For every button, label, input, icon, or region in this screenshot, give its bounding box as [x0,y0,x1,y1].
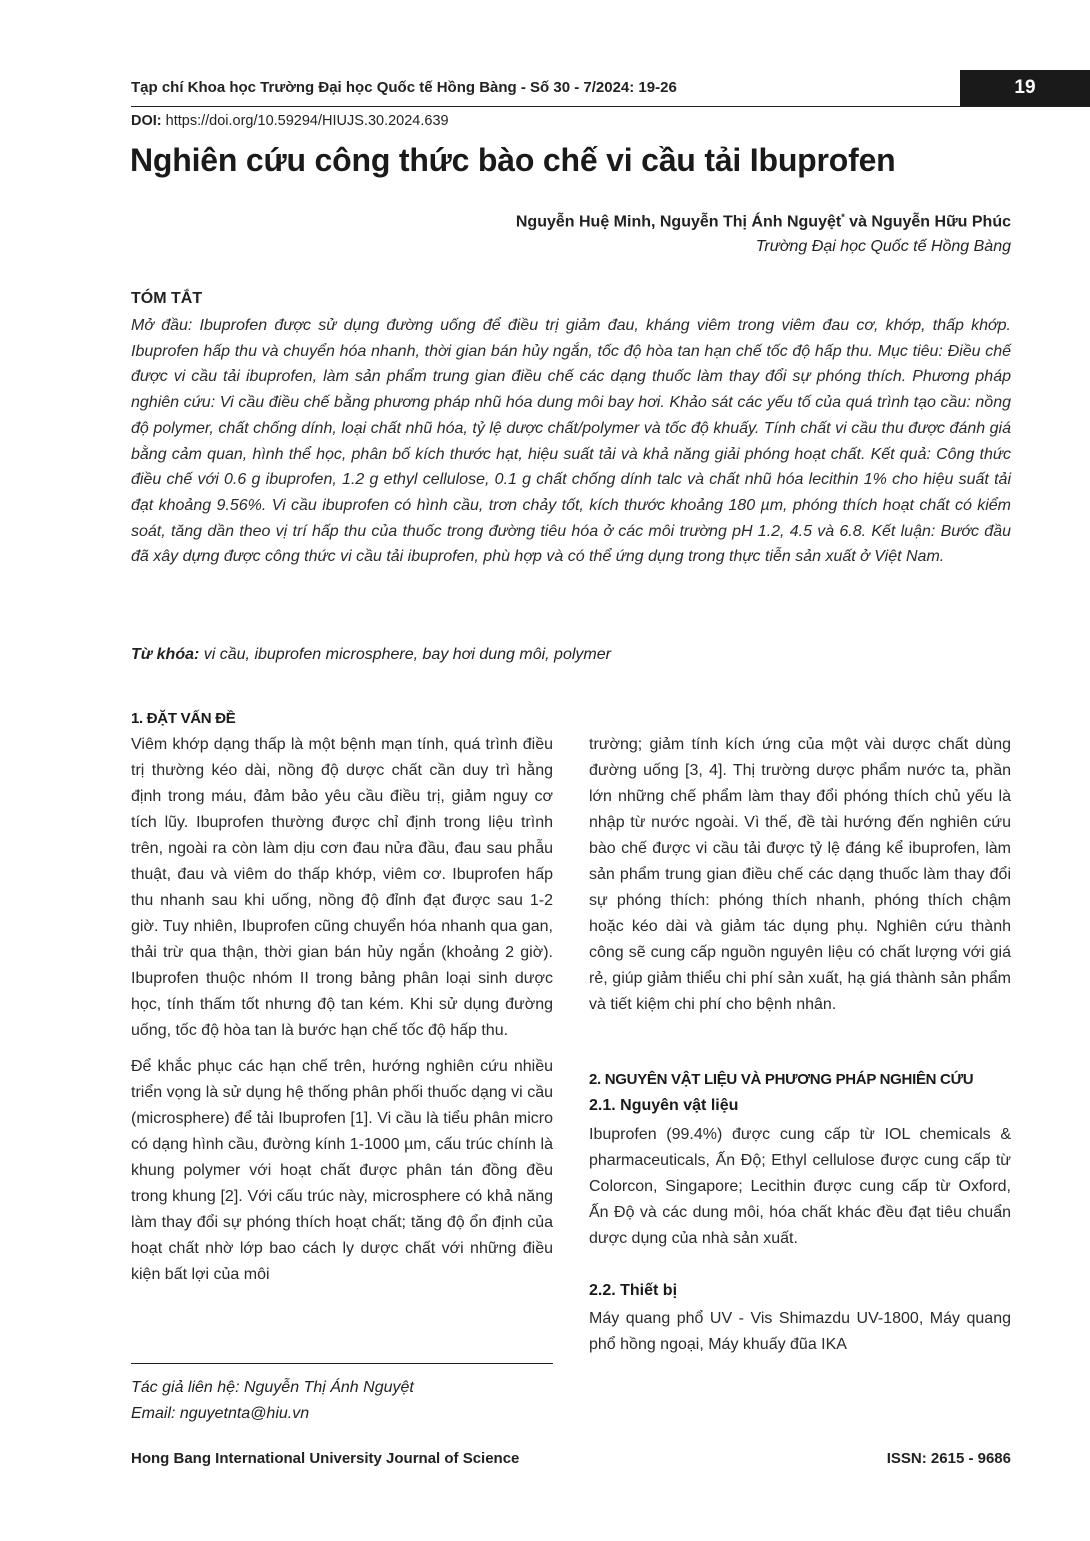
doi-label: DOI: [131,113,162,129]
keywords [131,646,611,664]
footnote [131,1375,414,1427]
section-1-paragraph-2: Để khắc phục các hạn chế trên, hướng nghiên cứu nhiều triển vọng là sử dụng hệ thống phân phối thuốc dạng vi cầu (microsphere) để tải Ibuprofen [1]. Vi cầu là tiểu phân micro có dạng hình cầu, đường kính 1-1000 µm, cấu trúc chính là khung polymer với hoạt chất được phân tán đồng đều trong khung [2]. Với cấu trúc này, microsphere có khả năng làm thay đổi sự phóng thích hoạt chất; tăng độ ổn định của hoạt chất nhờ lớp bao cách ly dược chất với những điều kiện bất lợi của môi [131,1058,553,1283]
right-column [589,732,1011,1018]
left-column [131,732,553,1288]
footnote-divider [131,1363,553,1364]
doi-line [131,113,449,129]
section-2-1-text: Ibuprofen (99.4%) được cung cấp từ IOL chemicals & pharmaceuticals, Ấn Độ; Ethyl cellulose được cung cấp từ Colorcon, Singapore; Lecithin được cung cấp từ Oxford, Ấn Độ và các dung môi, hóa chất khác đều đạt tiêu chuẩn dược dụng của nhà sản xuất. [589,1126,1011,1247]
section-2-heading: 2. NGUYÊN VẬT LIỆU VÀ PHƯƠNG PHÁP NGHIÊN CỨU [589,1071,974,1088]
footer-issn: ISSN: 2615 - 9686 [886,1450,1011,1467]
doi-link[interactable]: https://doi.org/10.59294/HIUJS.30.2024.639 [161,113,449,129]
keywords-label: Từ khóa: [131,646,200,663]
author-email: Email: nguyetnta@hiu.vn [131,1405,310,1422]
affiliation: Trường Đại học Quốc tế Hồng Bàng [755,238,1011,255]
section-2-1-heading: 2.1. Nguyên vật liệu [589,1097,739,1114]
authors-part-b: và Nguyễn Hữu Phúc [844,213,1011,231]
section-2-2-heading: 2.2. Thiết bị [589,1282,678,1299]
author-list [516,212,1011,231]
header-divider [131,106,1090,107]
corresponding-mark: * [841,212,845,222]
section-1-paragraph-1: Viêm khớp dạng thấp là một bệnh mạn tính, quá trình điều trị thường kéo dài, nồng độ dược chất cần duy trì hằng định trong máu, đảm bảo yêu cầu điều trị, giảm nguy cơ tích lũy. Ibuprofen thường được chỉ định trong liệu trình trên, ngoài ra còn làm dịu cơn đau nửa đầu, đau sau phẫu thuật, đau và viêm do thấp khớp, viêm cơ. Ibuprofen hấp thu nhanh sau khi uống, nồng độ đỉnh đạt được sau 1-2 giờ. Tuy nhiên, Ibuprofen cũng chuyển hóa nhanh qua gan, thải trừ qua thận, thời gian bán hủy ngắn (khoảng 2 giờ). Ibuprofen thuộc nhóm II trong bảng phân loại sinh dược học, tính thấm tốt nhưng độ tan kém. Khi sử dụng đường uống, tốc độ hòa tan là bước hạn chế tốc độ hấp thu. [131,736,553,1039]
section-1-heading: 1. ĐẶT VẤN ĐỀ [131,710,236,727]
corresponding-author: Tác giả liên hệ: Nguyễn Thị Ánh Nguyệt [131,1379,414,1396]
section-1-paragraph-3: trường; giảm tính kích ứng của một vài dược chất dùng đường uống [3, 4]. Thị trường dược phẩm nước ta, phần lớn những chế phẩm làm thay đổi phóng thích chủ yếu là nhập từ nước ngoài. Vì thế, đề tài hướng đến nghiên cứu bào chế được vi cầu tải được tỷ lệ đáng kể ibuprofen, làm sản phẩm trung gian điều chế các dạng thuốc làm thay đổi sự phóng thích: phóng thích nhanh, phóng thích chậm hoặc kéo dài và giảm tác dụng phụ. Nghiên cứu thành công sẽ cung cấp nguồn nguyên liệu có chất lượng với giá rẻ, giúp giảm thiểu chi phí sản xuất, hạ giá thành sản phẩm và tiết kiệm chi phí cho bệnh nhân. [589,736,1011,1013]
authors-part-a: Nguyễn Huệ Minh, Nguyễn Thị Ánh Nguyệt [515,213,842,231]
abstract-text: Mở đầu: Ibuprofen được sử dụng đường uống để điều trị giảm đau, kháng viêm trong viêm đau cơ, khớp, thấp khớp. Ibuprofen hấp thu và chuyển hóa nhanh, thời gian bán hủy ngắn, tốc độ hòa tan hạn chế tốc độ hấp thu. Mục tiêu: Điều chế được vi cầu tải ibuprofen, làm sản phẩm trung gian điều chế các dạng thuốc làm thay đổi sự phóng thích. Phương pháp nghiên cứu: Vi cầu điều chế bằng phương pháp nhũ hóa dung môi bay hơi. Khảo sát các yếu tố của quá trình tạo cầu: nồng độ polymer, chất chống dính, loại chất nhũ hóa, tỷ lệ dược chất/polymer và tốc độ khuấy. Tính chất vi cầu thu được đánh giá bằng cảm quan, hình thể học, phân bố kích thước hạt, hiệu suất tải và khả năng giải phóng hoạt chất. Kết quả: Công thức điều chế với 0.6 g ibuprofen, 1.2 g ethyl cellulose, 0.1 g chất chống dính talc và chất nhũ hóa lecithin 1% cho hiệu suất tải đạt khoảng 9.56%. Vi cầu ibuprofen có hình cầu, trơn chảy tốt, kích thước khoảng 180 µm, phóng thích hoạt chất có kiểm soát, tăng dần theo vị trí hấp thu của thuốc trong đường tiêu hóa ở các môi trường pH 1.2, 4.5 và 6.8. Kết luận: Bước đầu đã xây dựng được công thức vi cầu tải ibuprofen, phù hợp và có thể ứng dụng trong thực tiễn sản xuất ở Việt Nam. [131,317,1011,566]
journal-header: Tạp chí Khoa học Trường Đại học Quốc tế Hồng Bàng - Số 30 - 7/2024: 19-26 [131,79,677,96]
keywords-text: vi cầu, ibuprofen microsphere, bay hơi dung môi, polymer [199,646,611,663]
footer-journal-name: Hong Bang International University Journal of Science [131,1450,520,1467]
page-number: 19 [960,70,1090,106]
section-2-2-text: Máy quang phổ UV - Vis Shimazdu UV-1800, Máy quang phổ hồng ngoại, Máy khuấy đũa IKA [589,1310,1011,1353]
abstract-heading: TÓM TẮT [131,290,203,307]
paper-title: Nghiên cứu công thức bào chế vi cầu tải Ibuprofen [130,142,896,178]
